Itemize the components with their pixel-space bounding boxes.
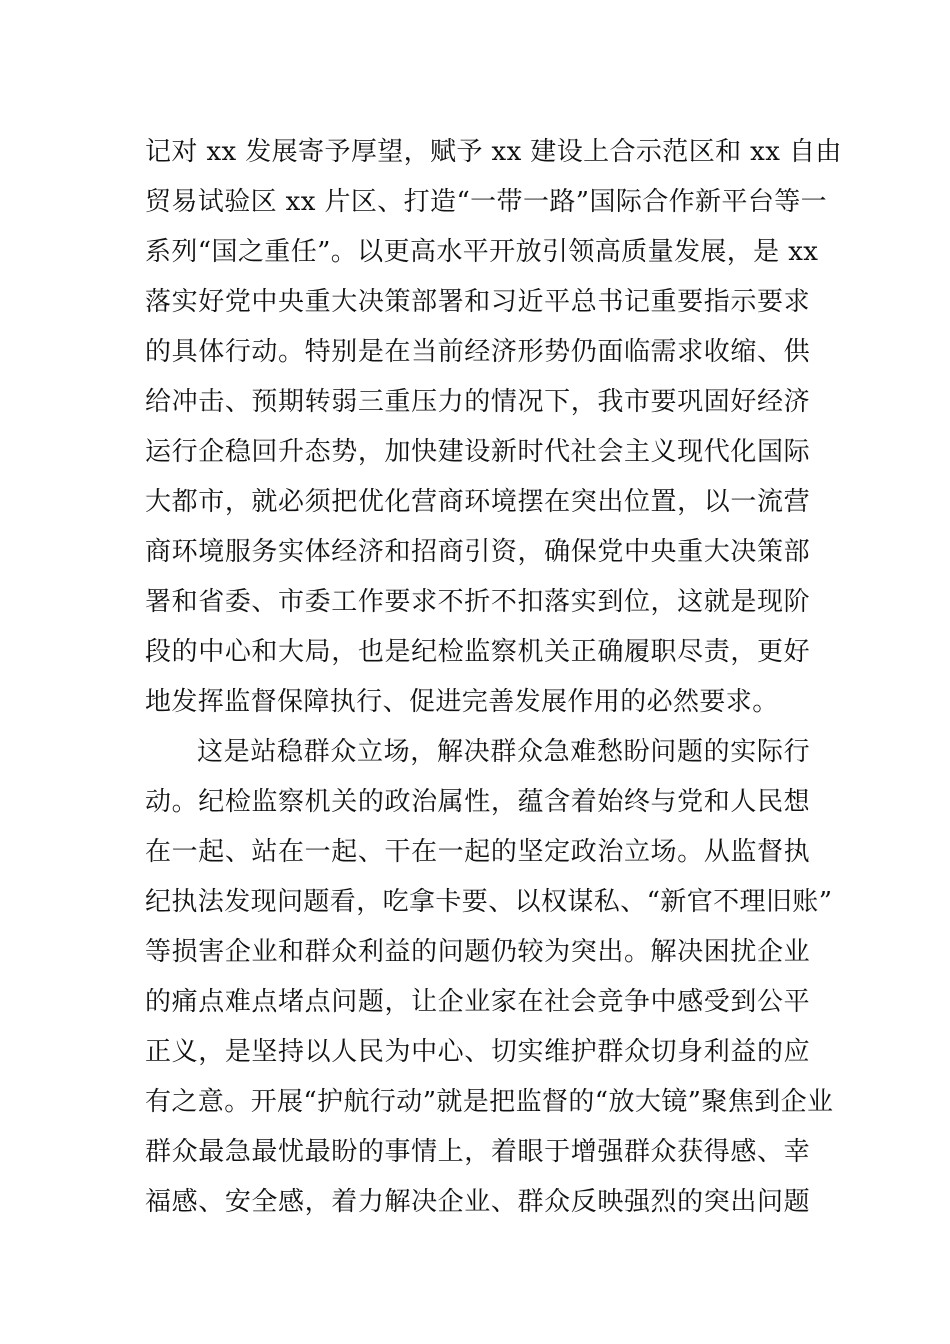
- paragraph-1: [145, 127, 842, 727]
- paragraph-line: 有之意。开展“护航行动”就是把监督的“放大镜”聚焦到企业: [145, 1087, 834, 1117]
- paragraph-line: 在一起、站在一起、干在一起的坚定政治立场。从监督执: [145, 837, 810, 867]
- paragraph-line: 正义，是坚持以人民为中心、切实维护群众切身利益的应: [145, 1037, 810, 1067]
- paragraph-line: 运行企稳回升态势，加快建设新时代社会主义现代化国际: [145, 437, 810, 467]
- paragraph-line: 系列“国之重任”。以更高水平开放引领高质量发展，是 xx: [145, 237, 819, 267]
- paragraph-line: 大都市，就必须把优化营商环境摆在突出位置，以一流营: [145, 487, 810, 517]
- paragraph-line: 给冲击、预期转弱三重压力的情况下，我市要巩固好经济: [145, 387, 810, 417]
- paragraph-line: 纪执法发现问题看，吃拿卡要、以权谋私、“新官不理旧账”: [145, 887, 833, 917]
- paragraph-line: 记对 xx 发展寄予厚望，赋予 xx 建设上合示范区和 xx 自由: [145, 137, 842, 167]
- paragraph-line: 的具体行动。特别是在当前经济形势仍面临需求收缩、供: [145, 337, 810, 367]
- document-body: [145, 127, 842, 1227]
- paragraph-line: 这是站稳群众立场，解决群众急难愁盼问题的实际行: [197, 737, 810, 767]
- paragraph-line: 的痛点难点堵点问题，让企业家在社会竞争中感受到公平: [145, 987, 810, 1017]
- paragraph-line: 地发挥监督保障执行、促进完善发展作用的必然要求。: [145, 687, 779, 717]
- paragraph-line: 署和省委、市委工作要求不折不扣落实到位，这就是现阶: [145, 587, 810, 617]
- paragraph-line: 段的中心和大局，也是纪检监察机关正确履职尽责，更好: [145, 637, 810, 667]
- paragraph-2: [145, 727, 834, 1227]
- paragraph-line: 商环境服务实体经济和招商引资，确保党中央重大决策部: [145, 537, 810, 567]
- paragraph-line: 落实好党中央重大决策部署和习近平总书记重要指示要求: [145, 287, 810, 317]
- paragraph-line: 福感、安全感，着力解决企业、群众反映强烈的突出问题: [145, 1187, 810, 1217]
- paragraph-line: 群众最急最忧最盼的事情上，着眼于增强群众获得感、幸: [145, 1137, 810, 1167]
- paragraph-line: 贸易试验区 xx 片区、打造“一带一路”国际合作新平台等一: [145, 187, 828, 217]
- paragraph-line: 等损害企业和群众利益的问题仍较为突出。解决困扰企业: [145, 937, 810, 967]
- paragraph-line: 动。纪检监察机关的政治属性，蕴含着始终与党和人民想: [145, 787, 810, 817]
